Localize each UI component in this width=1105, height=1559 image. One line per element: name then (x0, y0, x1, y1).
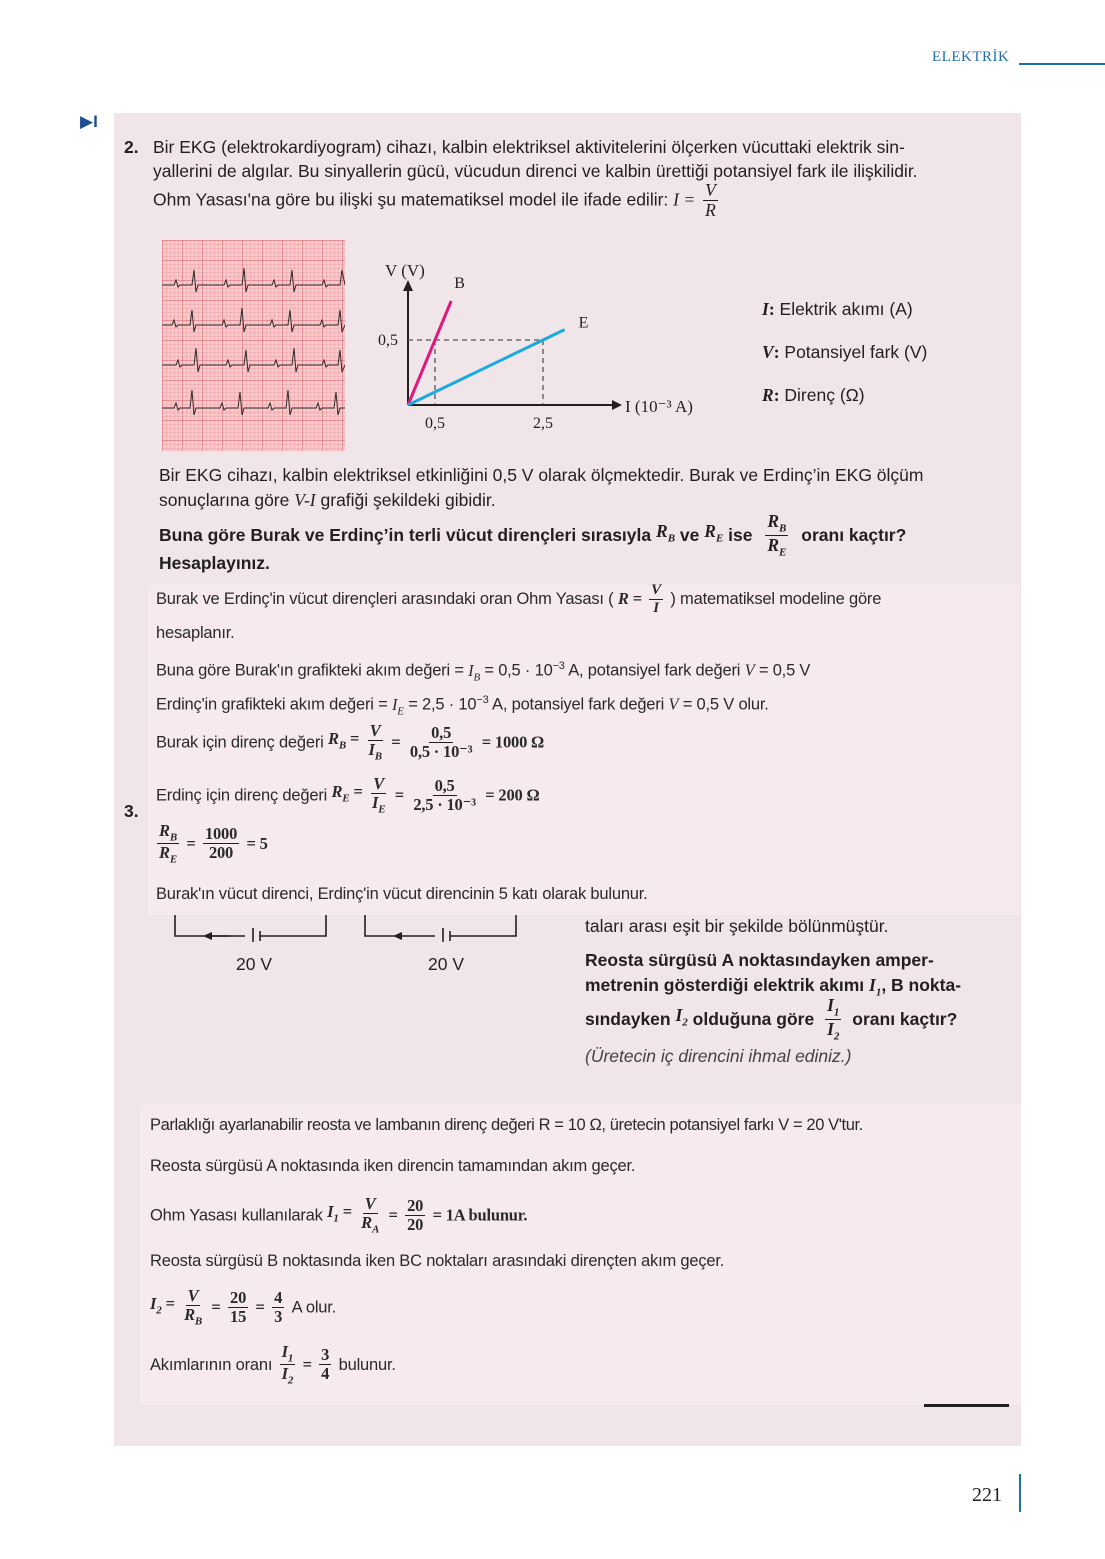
q3-bold3b: olduğuna göre (692, 1009, 815, 1030)
q2-body-line2 (159, 487, 496, 513)
ohm-text: Ohm Yasası'na göre bu ilişki şu matematiksel model ile ifade edilir: (153, 189, 669, 210)
answer3-l6-den: 4 (321, 1364, 330, 1384)
answer2-l5-den: 0,5 · 10⁻³ (409, 741, 473, 761)
circuit-voltage-right: 20 V (428, 954, 464, 974)
x-axis-label: I (10⁻³ A) (625, 397, 693, 416)
q2-ask-mid: ve (679, 525, 700, 546)
answer3-l3-num: 20 (407, 1195, 424, 1215)
answer2-l6: Erdinç için direnç değeri (156, 786, 328, 805)
x-tick-label-0: 0,5 (425, 415, 445, 432)
q2-ask-end: oranı kaçtır? (801, 525, 907, 546)
answer2-l6-den: 2,5 · 10⁻³ (413, 794, 476, 814)
q2-body-line2-post: grafiği şekildeki gibidir. (320, 490, 496, 510)
answer2-l3b: = 0,5 · 10 (484, 661, 553, 680)
q3-bold3a: sındayken (585, 1009, 671, 1030)
answer2-line2: hesaplanır. (156, 624, 235, 642)
answer2-l6-res: = 200 Ω (485, 785, 540, 805)
legend-v-text: Potansiyel fark (V) (784, 342, 928, 362)
q2-ask-line1: Buna göre Burak ve Erdinç’in terli vücut dirençleri sırasıyla $R_B$ ve $R_E$ ise $\frac{R_B}{R_E}$ oranı kaçtır? (159, 511, 907, 559)
q2-ask-line2: Hesaplayınız. (159, 553, 270, 573)
section-title: ELEKTRİK (932, 49, 1010, 65)
y-tick-label-0: 0,5 (378, 332, 398, 349)
play-marker-icon: ▶I (80, 112, 98, 131)
ratio-i1-i2: $\frac{I_1}{I_2}$ (827, 995, 840, 1043)
answer3-line6: Akımlarının oranı $\frac{I_1}{I_2}$ = $\frac{3}{4}$ bulunur. (150, 1342, 396, 1387)
q2-ask-post: ise (728, 525, 753, 546)
answer2-l3c: A, potansiyel fark değeri (568, 661, 741, 680)
ratio-rb-re: $\frac{R_B}{R_E}$ (767, 511, 787, 559)
answer3-l6-num: 3 (321, 1345, 330, 1365)
legend-r-text: Direnç (Ω) (784, 385, 865, 405)
answer2-l4b: = 2,5 · 10 (408, 695, 477, 714)
legend-r: R: Direnç (Ω) (762, 385, 865, 405)
answer2-l5-num: 0,5 (431, 722, 452, 742)
x-tick-label-1: 2,5 (533, 415, 553, 432)
q3-bold1: Reosta sürgüsü A noktasındayken amper- (585, 950, 934, 970)
answer3-l5-den: 15 (230, 1306, 247, 1326)
series-line-e (408, 330, 565, 405)
answer2-l7-den: 200 (208, 843, 234, 863)
answer2-line8: Burak'ın vücut direnci, Erdinç'in vücut direncinin 5 katı olarak bulunur. (156, 885, 648, 903)
q3-bold3: sındayken $I_2$ olduğuna göre $\frac{I_1}{I_2}$ oranı kaçtır? (585, 995, 958, 1043)
ohm-formula: $\frac{V}{R}$ (705, 180, 716, 221)
y-axis-arrow (403, 280, 413, 291)
vi-chart (360, 255, 720, 440)
q2-intro-line2: yallerini de algılar. Bu sinyallerin gücü, vücudun direnci ve kalbin ürettiği potansiyel fark ile ilişkilidir. (153, 161, 918, 181)
answer2-line5: Burak için direnç değeri $R_B$ = $\frac{V}{I_B}$ = $\frac{0,5}{\text{0,5 · 10⁻³}}$ = 1000 Ω (156, 721, 545, 763)
answer3-l3a: Ohm Yasası kullanılarak (150, 1206, 323, 1225)
answer3-line5: $I_2$ = $\frac{V}{R_B}$ = $\frac{20}{15}$ = $\frac{4}{3}$ A olur. (150, 1286, 337, 1328)
answer3-l5-num2: 4 (274, 1287, 283, 1307)
ekg-strip-image (162, 240, 345, 451)
question-3-number: 3. (124, 801, 139, 821)
answer2-line4: Erdinç'in grafikteki akım değeri = $I_E = 2,5 \cdot 10^{-3}$ A, potansiyel fark değeri V = 0,5 V olur. (156, 694, 769, 717)
legend-v-symbol: V (762, 342, 774, 362)
page-number: 221 (972, 1484, 1002, 1506)
answer2-l1a: Burak ve Erdinç'in vücut dirençleri arasındaki oran Ohm Yasası ( (156, 590, 614, 608)
answer2-l5-res: = 1000 Ω (481, 732, 545, 752)
answer2-l3d: = 0,5 V (758, 661, 811, 680)
answer3-l5-den2: 3 (274, 1306, 283, 1326)
answer2-l1b: ) matematiksel modeline göre (670, 590, 882, 608)
answer3-l6b: bulunur. (338, 1355, 396, 1374)
answer2-line7: $\frac{R_B}{R_E}$ = $\frac{1000}{200}$ = 5 (159, 821, 268, 866)
q3-bold2a: metrenin gösterdiği elektrik akımı (585, 975, 865, 995)
legend-i-text: Elektrik akımı (A) (779, 299, 913, 319)
series-label-b: B (454, 275, 465, 292)
answer2-line3: Buna göre Burak'ın grafikteki akım değeri = $I_B = 0,5 \cdot 10^{-3}$ A, potansiyel fark değeri V = 0,5 V (156, 660, 811, 683)
legend-i-symbol: I (762, 299, 769, 319)
answer2-line6: Erdinç için direnç değeri $R_E$ = $\frac{V}{I_E}$ = $\frac{0,5}{\text{2,5 · 10⁻³}}$ = 200 Ω (156, 774, 540, 816)
answer2-line1: Burak ve Erdinç'in vücut dirençleri arasındaki oran Ohm Yasası ( R = $\frac{V}{I}$ ) matematiksel modeline göre (156, 582, 882, 616)
q3-bold3c: oranı kaçtır? (852, 1009, 958, 1030)
circuit-voltage-left: 20 V (236, 954, 272, 974)
q2-ohm-line: Ohm Yasası'na göre bu ilişki şu matematiksel model ile ifade edilir: I = $\frac{V}{R}$ (153, 180, 716, 221)
legend-i: I: Elektrik akımı (A) (762, 299, 913, 319)
answer2-l7-res: = 5 (246, 833, 268, 853)
answer2-l3a: Buna göre Burak'ın grafikteki akım değeri = (156, 661, 464, 680)
answer3-l5b: A olur. (291, 1298, 337, 1317)
q3-bold2b: , B nokta- (881, 975, 962, 995)
y-axis-label: V (V) (385, 261, 425, 280)
legend-v: V: Potansiyel fark (V) (762, 342, 928, 362)
vi-term: V-I (294, 490, 316, 510)
q3-bold2: metrenin gösterdiği elektrik akımı $I_1$, B nokta- (585, 975, 962, 999)
answer3-l5-num: 20 (230, 1287, 247, 1307)
answer3-line2: Reosta sürgüsü A noktasında iken direncin tamamından akım geçer. (150, 1157, 636, 1175)
answer2-l4a: Erdinç'in grafikteki akım değeri = (156, 695, 388, 714)
q2-body-line1: Bir EKG cihazı, kalbin elektriksel etkinliğini 0,5 V olarak ölçmektedir. Burak ve Erdinç’in EKG ölçüm (159, 465, 924, 485)
q2-ask-pre: Buna göre Burak ve Erdinç’in terli vücut dirençleri sırasıyla (159, 525, 652, 546)
q3-note: (Üretecin iç direncini ihmal ediniz.) (585, 1046, 852, 1066)
legend-r-symbol: R (762, 385, 774, 405)
series-line-b (408, 301, 451, 405)
answer3-l3b: = 1A bulunur. (432, 1205, 528, 1225)
q2-intro-line1: Bir EKG (elektrokardiyogram) cihazı, kalbin elektriksel aktivitelerini ölçerken vücuttaki elektrik sin- (153, 137, 905, 157)
answer3-line4: Reosta sürgüsü B noktasında iken BC noktaları arasındaki dirençten akım geçer. (150, 1252, 725, 1270)
answer3-line1: Parlaklığı ayarlanabilir reosta ve lambanın direnç değeri R = 10 Ω, üretecin potansiyel farkı V = 20 V'tur. (150, 1116, 863, 1134)
answer2-l6-num: 0,5 (434, 775, 455, 795)
x-axis-arrow (612, 400, 622, 410)
answer2-l4d: = 0,5 V olur. (682, 695, 769, 714)
question-2-number: 2. (124, 137, 139, 157)
answer3-line3: Ohm Yasası kullanılarak $I_1$ = $\frac{V}{R_A}$ = $\frac{20}{20}$ = 1A bulunur. (150, 1194, 528, 1236)
answer3-l3-den: 20 (407, 1214, 424, 1234)
q2-body-line2-pre: sonuçlarına göre (159, 490, 290, 510)
answer3-l6a: Akımlarının oranı (150, 1355, 273, 1374)
series-label-e: E (578, 314, 589, 332)
answer2-l5: Burak için direnç değeri (156, 733, 324, 752)
header-rule (1019, 63, 1105, 65)
answer-3-underline (924, 1404, 1009, 1407)
answer2-l7-num: 1000 (204, 824, 238, 844)
page-number-rule (1019, 1474, 1021, 1512)
answer2-l4c: A, potansiyel fark değeri (492, 695, 665, 714)
q3-text1: taları arası eşit bir şekilde bölünmüştür. (585, 916, 889, 936)
